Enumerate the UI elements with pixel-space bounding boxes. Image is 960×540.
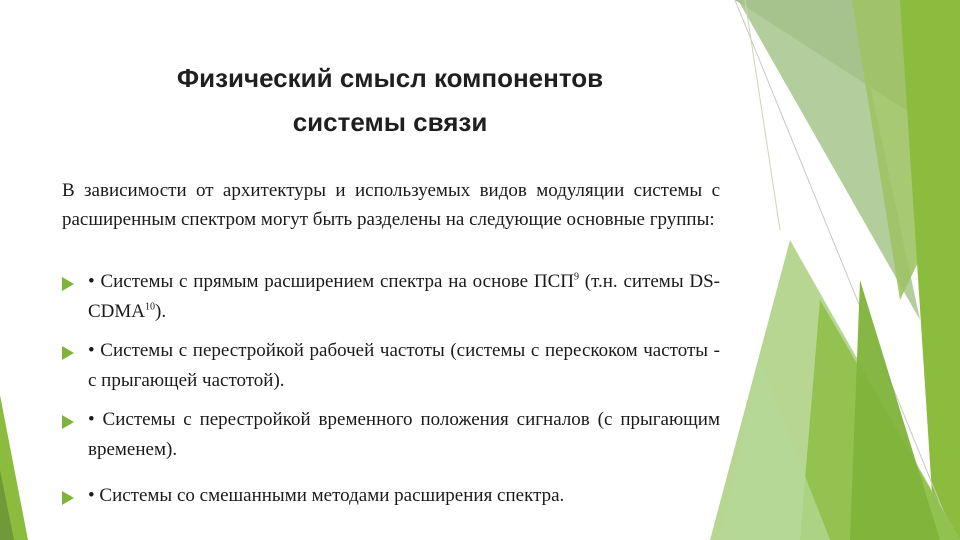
- list-item: [62, 267, 720, 327]
- footnote-ref: 9: [573, 271, 579, 283]
- arrow-bullet-icon: [62, 415, 74, 429]
- arrow-bullet-icon: [62, 346, 74, 360]
- slide-title: [90, 56, 690, 144]
- slide-title-line1: Физический смысл компонентов: [176, 63, 604, 93]
- list-item: [62, 405, 720, 465]
- arrow-bullet-icon: [62, 277, 74, 291]
- bullet-text: • Системы с перестройкой временного положения сигналов (с прыгающим временем).: [88, 409, 720, 460]
- intro-paragraph: В зависимости от архитектуры и используемых видов модуляции системы с расширенным спектром могут быть разделены на следующие основные группы:: [62, 180, 720, 230]
- bullet-text: • Системы со смешанными методами расширения спектра.: [88, 485, 565, 506]
- list-item: [62, 481, 720, 511]
- list-item: [62, 336, 720, 396]
- slide-title-line2: системы связи: [292, 107, 488, 137]
- bullet-text-tail: ).: [155, 301, 167, 322]
- arrow-bullet-icon: [62, 491, 74, 505]
- bullet-text: • Системы с прямым расширением спектра на основе ПСП: [88, 271, 574, 292]
- footnote-ref: 10: [145, 301, 156, 313]
- bullet-text-cont: (т.н. ситемы DS-CDMA: [88, 271, 721, 322]
- bullet-list: [62, 267, 720, 511]
- bullet-text: • Системы с перестройкой рабочей частоты (системы с перескоком частоты - с прыгающей частотой).: [88, 340, 720, 391]
